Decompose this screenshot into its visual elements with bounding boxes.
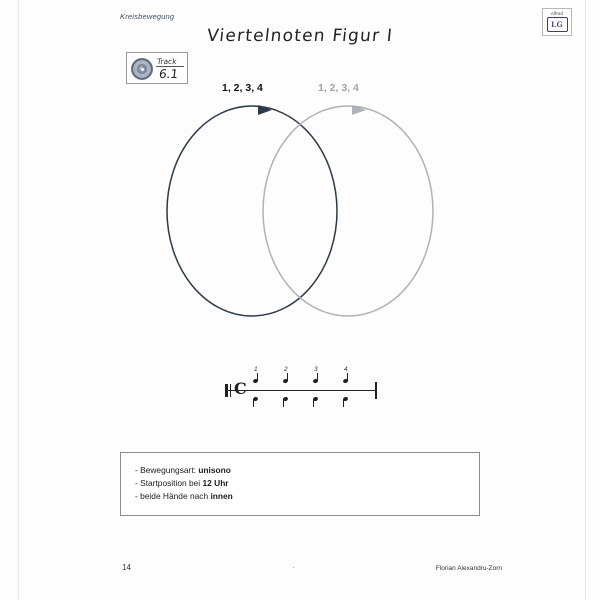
footer-center-mark: · (292, 563, 295, 572)
instruction-prefix: - Startposition bei (135, 478, 203, 488)
track-number: 6.1 (158, 67, 180, 81)
note-stem-lower (283, 399, 284, 407)
publisher-logo-mark: LG (547, 17, 568, 32)
note-group (343, 368, 357, 408)
instruction-line (135, 464, 465, 477)
note-count-label: 1 (254, 366, 258, 373)
instruction-prefix: - beide Hände nach (135, 491, 211, 501)
page-number: 14 (122, 563, 131, 572)
note-stem-upper (347, 373, 348, 381)
instruction-strong: innen (210, 491, 233, 501)
instruction-line (135, 490, 465, 503)
right-circle (263, 106, 433, 316)
instruction-strong: unisono (198, 465, 231, 475)
note-group (253, 368, 267, 408)
publisher-name: Alfred (550, 11, 564, 16)
instruction-prefix: - Bewegungsart: (135, 465, 199, 475)
note-stem-lower (253, 399, 254, 407)
count-label-right: 1, 2, 3, 4 (318, 82, 359, 94)
note-stem-upper (317, 373, 318, 381)
running-head: Kreisbewegung (120, 12, 175, 21)
track-label: Track (156, 57, 178, 66)
count-label-left: 1, 2, 3, 4 (222, 82, 263, 94)
note-stem-upper (257, 373, 258, 381)
footer-author: Florian Alexandru-Zorn (435, 565, 502, 572)
note-stem-lower (343, 399, 344, 407)
page-title: Viertelnoten Figur I (205, 26, 395, 46)
instruction-line (135, 477, 465, 490)
instructions-box (120, 452, 480, 516)
note-stem-lower (313, 399, 314, 407)
note-group (283, 368, 297, 408)
time-signature: C (234, 379, 247, 398)
music-notation (225, 368, 385, 408)
left-circle (167, 106, 337, 316)
note-group (313, 368, 327, 408)
note-count-label: 2 (284, 366, 288, 373)
note-count-label: 4 (344, 366, 348, 373)
note-count-label: 3 (314, 366, 318, 373)
note-stem-upper (287, 373, 288, 381)
barline-end (375, 382, 377, 399)
instruction-strong: 12 Uhr (202, 478, 229, 488)
